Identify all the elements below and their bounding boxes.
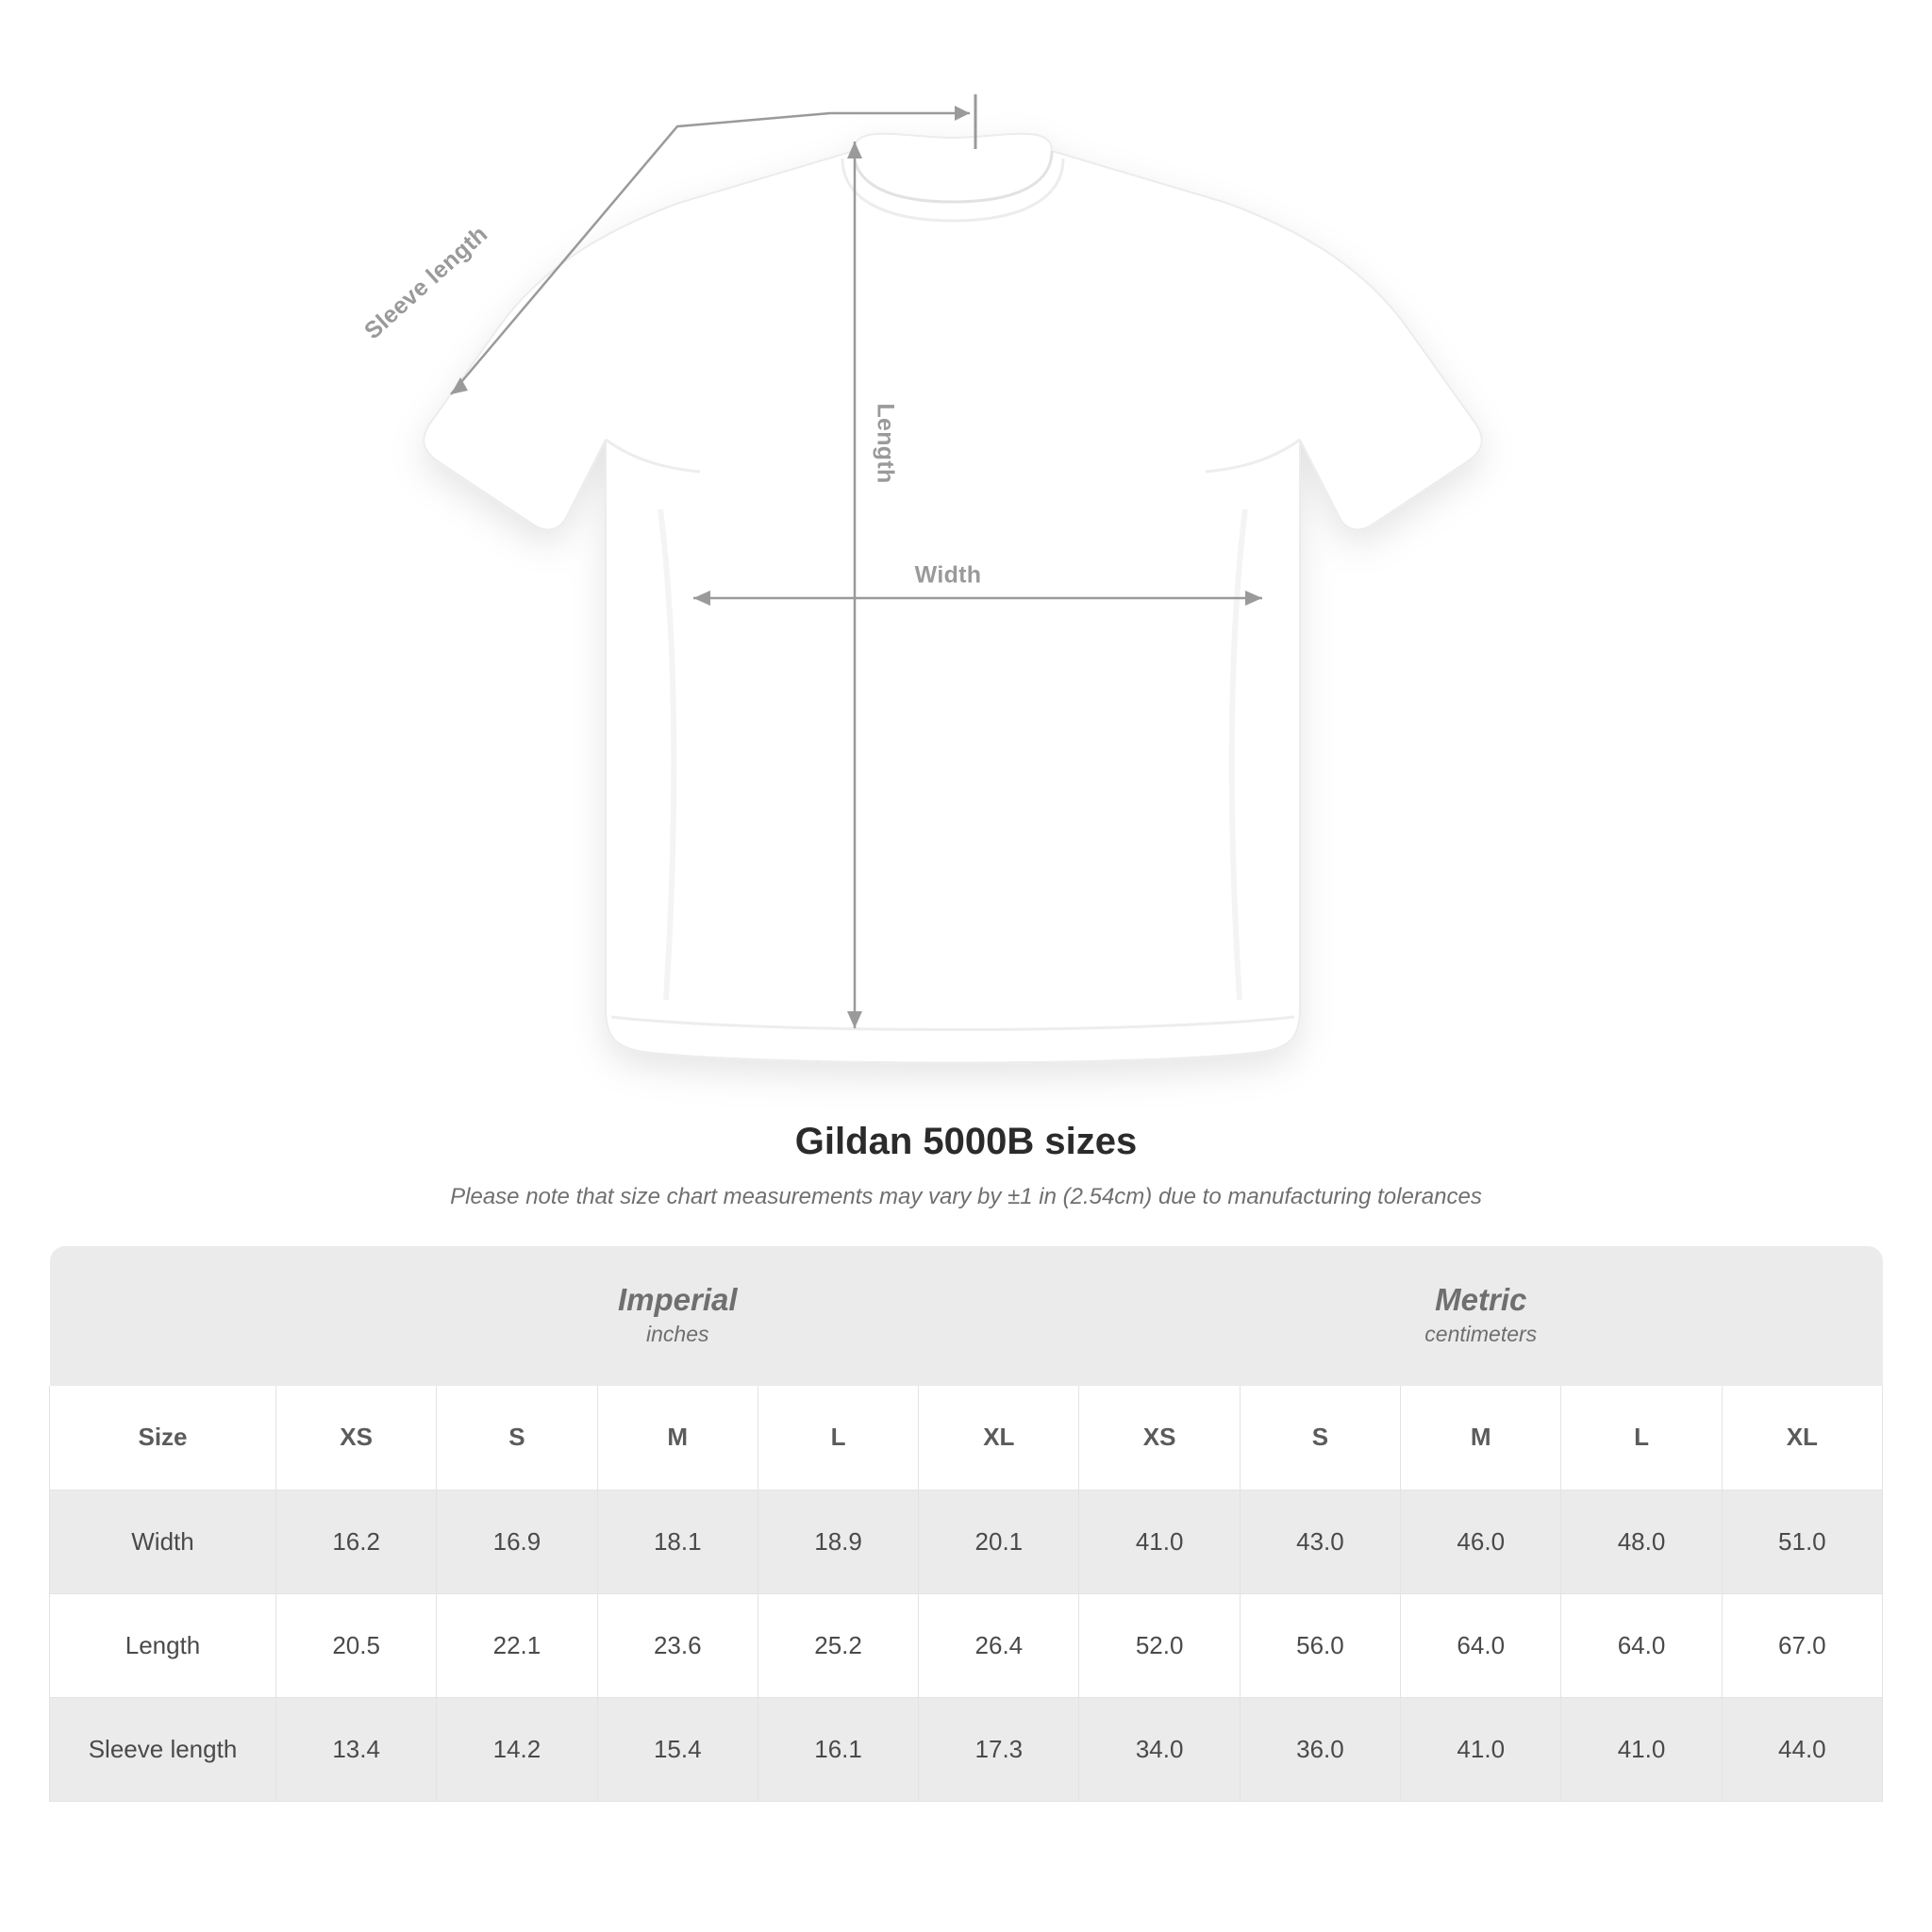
column-header-row: [50, 1386, 1883, 1490]
page-title: Gildan 5000B sizes: [794, 1121, 1138, 1162]
tolerance-note: Please note that size chart measurements may vary by ±1 in (2.54cm) due to manufacturing tolerances: [450, 1184, 1482, 1209]
cell-length-7: 64.0: [1401, 1593, 1561, 1697]
cell-width-3: 18.9: [758, 1490, 918, 1593]
header-col-4: XL: [919, 1386, 1079, 1490]
cell-length-6: 56.0: [1240, 1593, 1400, 1697]
cell-length-4: 26.4: [919, 1593, 1079, 1697]
cell-sleeve-1: 14.2: [437, 1697, 597, 1801]
cell-width-2: 18.1: [597, 1490, 758, 1593]
size-table: [49, 1246, 1883, 1802]
cell-sleeve-5: 34.0: [1079, 1697, 1240, 1801]
unit-group-metric-unit: centimeters: [1424, 1322, 1538, 1347]
unit-group-metric-name: Metric: [1435, 1281, 1527, 1317]
width-label: Width: [914, 561, 982, 589]
row-label-sleeve-length: Sleeve length: [50, 1697, 276, 1801]
unit-group-metric: [1079, 1246, 1883, 1386]
cell-sleeve-9: 44.0: [1722, 1697, 1882, 1801]
cell-sleeve-4: 17.3: [919, 1697, 1079, 1801]
cell-width-0: 16.2: [276, 1490, 437, 1593]
table-row: [50, 1490, 1883, 1593]
table-row: [50, 1593, 1883, 1697]
header-col-5: XS: [1079, 1386, 1240, 1490]
row-label-width: Width: [50, 1490, 276, 1593]
unit-group-imperial-unit: inches: [646, 1322, 709, 1347]
header-col-3: L: [758, 1386, 918, 1490]
cell-width-8: 48.0: [1561, 1490, 1722, 1593]
header-size: Size: [50, 1386, 276, 1490]
header-col-9: XL: [1722, 1386, 1882, 1490]
cell-sleeve-3: 16.1: [758, 1697, 918, 1801]
cell-length-2: 23.6: [597, 1593, 758, 1697]
cell-sleeve-8: 41.0: [1561, 1697, 1722, 1801]
cell-width-6: 43.0: [1240, 1490, 1400, 1593]
cell-length-3: 25.2: [758, 1593, 918, 1697]
cell-sleeve-2: 15.4: [597, 1697, 758, 1801]
header-col-2: M: [597, 1386, 758, 1490]
unit-corner-cell: [50, 1246, 276, 1386]
header-col-6: S: [1240, 1386, 1400, 1490]
unit-group-imperial: [276, 1246, 1079, 1386]
header-col-7: M: [1401, 1386, 1561, 1490]
row-label-length: Length: [50, 1593, 276, 1697]
cell-length-5: 52.0: [1079, 1593, 1240, 1697]
size-table-wrapper: [49, 1246, 1883, 1802]
cell-sleeve-0: 13.4: [276, 1697, 437, 1801]
cell-width-4: 20.1: [919, 1490, 1079, 1593]
cell-length-8: 64.0: [1561, 1593, 1722, 1697]
cell-length-0: 20.5: [276, 1593, 437, 1697]
length-label: Length: [872, 403, 899, 484]
cell-sleeve-7: 41.0: [1401, 1697, 1561, 1801]
cell-length-1: 22.1: [437, 1593, 597, 1697]
header-col-0: XS: [276, 1386, 437, 1490]
unit-group-imperial-name: Imperial: [617, 1281, 738, 1317]
cell-width-9: 51.0: [1722, 1490, 1882, 1593]
title-block: [0, 1121, 1932, 1210]
header-col-1: S: [437, 1386, 597, 1490]
cell-length-9: 67.0: [1722, 1593, 1882, 1697]
table-row: [50, 1697, 1883, 1801]
sleeve-length-label: Sleeve length: [358, 220, 493, 345]
cell-width-7: 46.0: [1401, 1490, 1561, 1593]
cell-width-1: 16.9: [437, 1490, 597, 1593]
cell-width-5: 41.0: [1079, 1490, 1240, 1593]
header-col-8: L: [1561, 1386, 1722, 1490]
unit-header-row: [50, 1246, 1883, 1386]
cell-sleeve-6: 36.0: [1240, 1697, 1400, 1801]
